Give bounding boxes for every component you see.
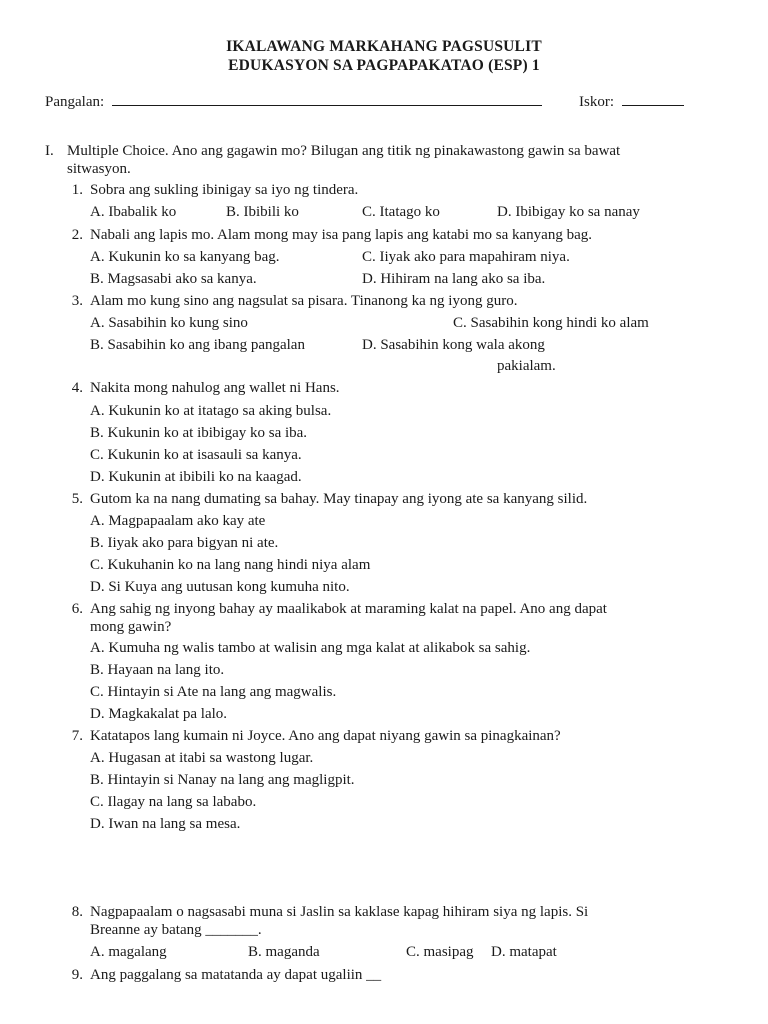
choice-d[interactable]: D. Hihiram na lang ako sa iba. [362,271,546,287]
question-number: 9. [71,967,83,983]
question-number: 7. [71,728,83,744]
choice-a[interactable]: A. Hugasan at itabi sa wastong lugar. [90,750,314,766]
question-text-cont: Breanne ay batang _______. [90,922,262,938]
choice-a[interactable]: A. Magpapaalam ako kay ate [90,513,266,529]
name-blank[interactable] [112,92,542,106]
section-numeral: I. [45,143,54,159]
section-instruction: Multiple Choice. Ano ang gagawin mo? Bilugan ang titik ng pinakawastong gawin sa bawat [67,143,621,159]
choice-a[interactable]: A. Kumuha ng walis tambo at walisin ang mga kalat at alikabok sa sahig. [90,640,531,656]
choice-a[interactable]: A. Ibabalik ko [90,204,177,220]
question-number: 5. [71,491,83,507]
name-row [45,92,542,111]
score-blank[interactable] [622,92,684,106]
question-text: Nakita mong nahulog ang wallet ni Hans. [90,380,340,396]
question-number: 3. [71,293,83,309]
question-number: 2. [71,227,83,243]
section-instruction-cont: sitwasyon. [67,161,131,177]
choice-d[interactable]: D. matapat [491,944,557,960]
choice-d[interactable]: D. Kukunin at ibibili ko na kaagad. [90,469,302,485]
choice-b[interactable]: B. Hayaan na lang ito. [90,662,225,678]
choice-b[interactable]: B. Sasabihin ko ang ibang pangalan [90,337,305,353]
choice-c[interactable]: C. Hintayin si Ate na lang ang magwalis. [90,684,337,700]
question-text: Ang sahig ng inyong bahay ay maalikabok at maraming kalat na papel. Ano ang dapat [90,601,607,617]
score-row [579,92,684,111]
choice-c[interactable]: C. Kukuhanin ko na lang nang hindi niya alam [90,557,371,573]
question-text: Nagpapaalam o nagsasabi muna si Jaslin sa kaklase kapag hihiram siya ng lapis. Si [90,904,589,920]
name-label: Pangalan: [45,94,105,110]
choice-b[interactable]: B. Ibibili ko [226,204,299,220]
choice-d[interactable]: D. Ibibigay ko sa nanay [497,204,640,220]
question-number: 4. [71,380,83,396]
question-number: 8. [71,904,83,920]
choice-b[interactable]: B. Kukunin ko at ibibigay ko sa iba. [90,425,308,441]
question-text: Nabali ang lapis mo. Alam mong may isa pang lapis ang katabi mo sa kanyang bag. [90,227,592,243]
question-text: Gutom ka na nang dumating sa bahay. May tinapay ang iyong ate sa kanyang silid. [90,491,588,507]
question-text: Katatapos lang kumain ni Joyce. Ano ang dapat niyang gawin sa pinagkainan? [90,728,561,744]
choice-a[interactable]: A. magalang [90,944,167,960]
choice-d-cont: pakialam. [497,358,556,374]
choice-c[interactable]: C. masipag [406,944,474,960]
choice-b[interactable]: B. Hintayin si Nanay na lang ang magligpit. [90,772,355,788]
choice-d[interactable]: D. Magkakalat pa lalo. [90,706,228,722]
question-text: Sobra ang sukling ibinigay sa iyo ng tindera. [90,182,359,198]
choice-c[interactable]: C. Kukunin ko at isasauli sa kanya. [90,447,302,463]
question-text-cont: mong gawin? [90,619,172,635]
question-number: 1. [71,182,83,198]
choice-a[interactable]: A. Kukunin ko at itatago sa aking bulsa. [90,403,332,419]
choice-c[interactable]: C. Ilagay na lang sa lababo. [90,794,257,810]
choice-d[interactable]: D. Si Kuya ang uutusan kong kumuha nito. [90,579,350,595]
question-text: Alam mo kung sino ang nagsulat sa pisara. Tinanong ka ng iyong guro. [90,293,518,309]
choice-b[interactable]: B. Magsasabi ako sa kanya. [90,271,257,287]
question-number: 6. [71,601,83,617]
choice-c[interactable]: C. Sasabihin kong hindi ko alam [453,315,649,331]
choice-c[interactable]: C. Itatago ko [362,204,440,220]
choice-b[interactable]: B. maganda [248,944,320,960]
choice-c[interactable]: C. Iiyak ako para mapahiram niya. [362,249,570,265]
score-label: Iskor: [579,94,614,110]
choice-d[interactable]: D. Sasabihin kong wala akong [362,337,545,353]
question-text: Ang paggalang sa matatanda ay dapat ugaliin __ [90,967,382,983]
choice-a[interactable]: A. Kukunin ko sa kanyang bag. [90,249,280,265]
choice-a[interactable]: A. Sasabihin ko kung sino [90,315,248,331]
choice-d[interactable]: D. Iwan na lang sa mesa. [90,816,241,832]
choice-b[interactable]: B. Iiyak ako para bigyan ni ate. [90,535,279,551]
subject-title: EDUKASYON SA PAGPAPAKATAO (ESP) 1 [228,57,540,74]
exam-title: IKALAWANG MARKAHANG PAGSUSULIT [226,38,542,55]
